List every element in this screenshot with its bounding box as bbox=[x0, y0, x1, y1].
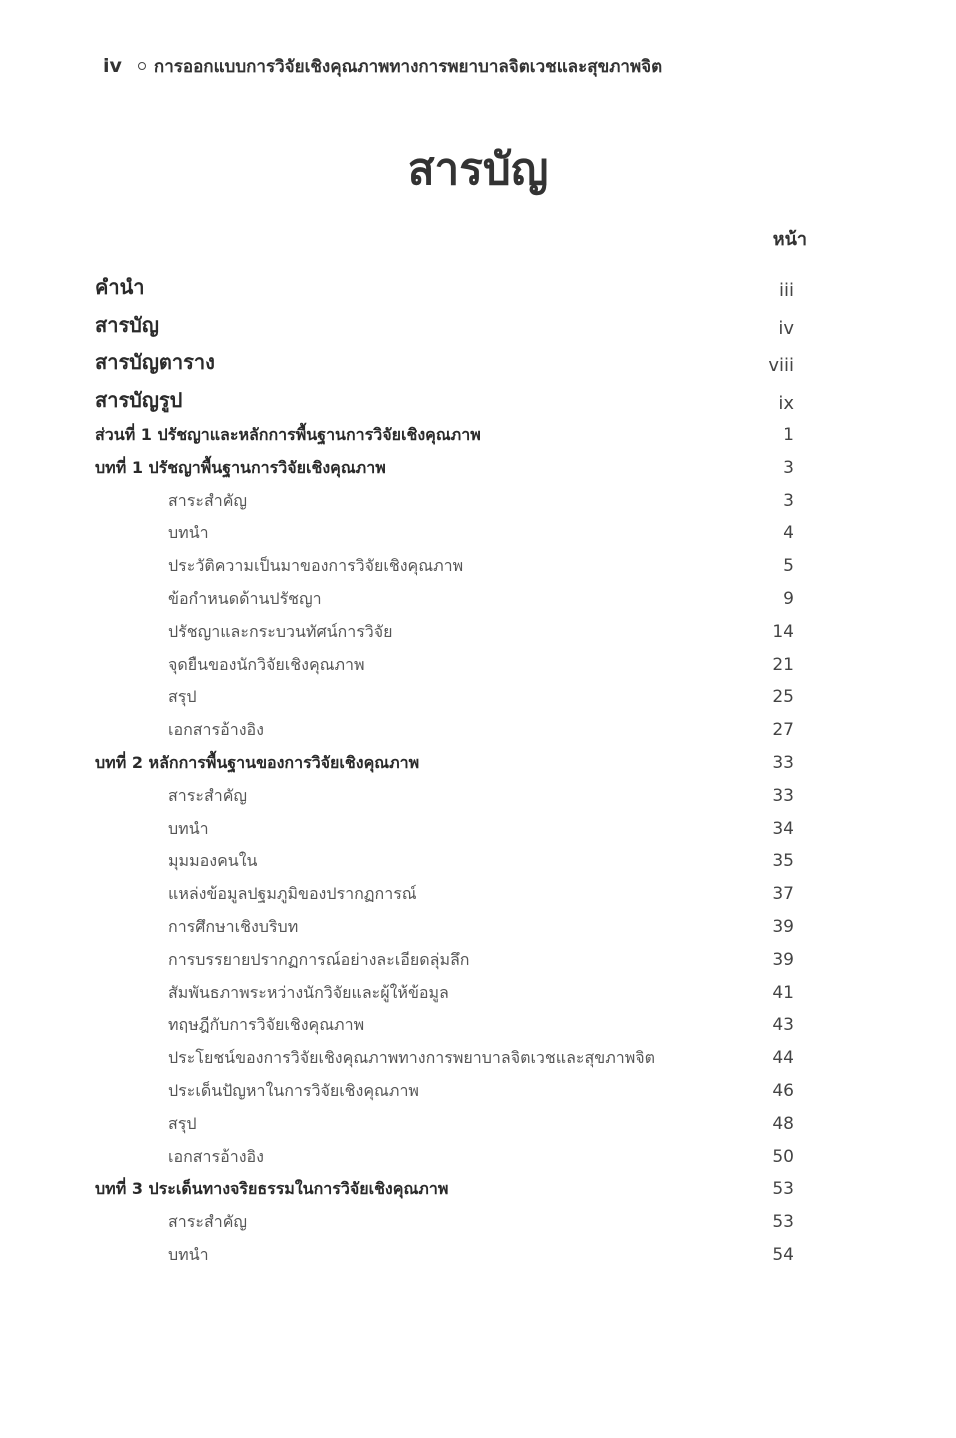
bullet-circle-icon bbox=[138, 62, 146, 70]
toc-entry-title: สาระสำคัญ bbox=[168, 1212, 248, 1232]
toc-entry bbox=[0, 518, 956, 548]
toc-entry-title: บทที่ 3 ประเด็นทางจริยธรรมในการวิจัยเชิงคุณภาพ bbox=[95, 1179, 449, 1199]
toc-entry-page: 33 bbox=[772, 753, 794, 773]
running-header bbox=[103, 52, 662, 80]
toc-entry bbox=[0, 650, 956, 680]
toc-entry-title: สารบัญรูป bbox=[95, 388, 183, 412]
toc-entry-page: 34 bbox=[772, 818, 794, 839]
toc-entry-page: 25 bbox=[772, 687, 794, 708]
toc-entry bbox=[0, 879, 956, 909]
toc-entry bbox=[0, 1076, 956, 1106]
toc-entry bbox=[0, 272, 956, 302]
toc-entry-title: การบรรยายปรากฏการณ์อย่างละเอียดลุ่มลึก bbox=[168, 949, 470, 969]
toc-entry-title: ทฤษฎีกับการวิจัยเชิงคุณภาพ bbox=[168, 1015, 365, 1035]
toc-entry-page: 5 bbox=[783, 556, 794, 577]
toc-entry-title: บทนำ bbox=[168, 1245, 209, 1264]
toc-entry-page: 4 bbox=[783, 523, 794, 544]
toc-entry-title: สาระสำคัญ bbox=[168, 785, 248, 805]
toc-entry-title: ข้อกำหนดด้านปรัชญา bbox=[168, 589, 322, 608]
toc-entry bbox=[0, 584, 956, 614]
toc-entry-title: สารบัญตาราง bbox=[95, 350, 215, 374]
toc-entry-title: สรุป bbox=[168, 687, 197, 707]
toc-entry-page: 54 bbox=[772, 1245, 794, 1265]
toc-entry-page: iv bbox=[778, 318, 794, 339]
toc-entry-title: บทนำ bbox=[168, 523, 209, 543]
page-column-label: หน้า bbox=[772, 229, 807, 250]
toc-entry-title: สัมพันธภาพระหว่างนักวิจัยและผู้ให้ข้อมูล bbox=[168, 982, 449, 1002]
toc-entry-page: 53 bbox=[772, 1212, 794, 1233]
toc-entry-title: สารบัญ bbox=[95, 313, 159, 337]
toc-entry bbox=[0, 748, 956, 778]
toc-entry-title: แหล่งข้อมูลปฐมภูมิของปรากฏการณ์ bbox=[168, 884, 417, 904]
toc-entry-title: จุดยืนของนักวิจัยเชิงคุณภาพ bbox=[168, 654, 365, 674]
toc-entry-title: ประวัติความเป็นมาของการวิจัยเชิงคุณภาพ bbox=[168, 556, 464, 576]
toc-entry-title: การศึกษาเชิงบริบท bbox=[168, 917, 299, 936]
toc-entry-title: ปรัชญาและกระบวนทัศน์การวิจัย bbox=[168, 621, 393, 641]
toc-entry-title: ส่วนที่ 1 ปรัชญาและหลักการพื้นฐานการวิจัยเชิงคุณภาพ bbox=[95, 425, 481, 444]
toc-entry bbox=[0, 420, 956, 450]
toc-entry-title: สาระสำคัญ bbox=[168, 490, 248, 510]
toc-entry bbox=[0, 310, 956, 340]
toc-entry bbox=[0, 617, 956, 647]
toc-entry-page: 50 bbox=[772, 1146, 794, 1167]
toc-entry-page: 3 bbox=[783, 457, 794, 478]
toc-entry-title: เอกสารอ้างอิง bbox=[168, 720, 264, 740]
toc-entry bbox=[0, 846, 956, 876]
toc-entry-page: 39 bbox=[772, 917, 794, 937]
toc-entry-page: 9 bbox=[783, 589, 794, 609]
toc-entry bbox=[0, 1240, 956, 1270]
toc-entry-title: บทนำ bbox=[168, 818, 209, 838]
toc-entry bbox=[0, 682, 956, 712]
toc-entry-page: 1 bbox=[783, 425, 794, 445]
toc-entry bbox=[0, 912, 956, 942]
page-title: สารบัญ bbox=[407, 144, 549, 195]
toc-entry-page: ix bbox=[778, 393, 794, 414]
toc-entry-title: เอกสารอ้างอิง bbox=[168, 1146, 264, 1166]
toc-entry-page: 48 bbox=[772, 1113, 794, 1134]
toc-entry-page: 33 bbox=[772, 785, 794, 806]
toc-entry bbox=[0, 781, 956, 811]
toc-entry-page: 43 bbox=[772, 1015, 794, 1036]
toc-entry bbox=[0, 715, 956, 745]
toc-entry bbox=[0, 453, 956, 483]
toc-entry-page: 53 bbox=[772, 1179, 794, 1200]
toc-entry bbox=[0, 347, 956, 377]
toc-entry-title: บทที่ 1 ปรัชญาพื้นฐานการวิจัยเชิงคุณภาพ bbox=[95, 457, 386, 477]
toc-entry bbox=[0, 486, 956, 516]
toc-entry-page: 21 bbox=[772, 654, 794, 675]
toc-entry bbox=[0, 1043, 956, 1073]
page-number: iv bbox=[103, 55, 122, 77]
toc-entry bbox=[0, 978, 956, 1008]
toc-entry-page: 41 bbox=[772, 982, 794, 1003]
toc-entry-title: บทที่ 2 หลักการพื้นฐานของการวิจัยเชิงคุณภาพ bbox=[95, 753, 420, 772]
toc-entry bbox=[0, 1109, 956, 1139]
toc-entry-page: 37 bbox=[772, 884, 794, 905]
toc-entry bbox=[0, 551, 956, 581]
toc-entry bbox=[0, 1207, 956, 1237]
toc-entry-page: 14 bbox=[772, 621, 794, 642]
toc-entry bbox=[0, 814, 956, 844]
toc-entry-page: 27 bbox=[772, 720, 794, 741]
toc-entry-page: 3 bbox=[783, 490, 794, 511]
toc-entry-page: 39 bbox=[772, 949, 794, 970]
toc-entry-title: คำนำ bbox=[95, 275, 145, 299]
book-title: การออกแบบการวิจัยเชิงคุณภาพทางการพยาบาลจิตเวชและสุขภาพจิต bbox=[153, 56, 663, 77]
toc-entry-page: 46 bbox=[772, 1081, 794, 1101]
toc-entry-title: ประโยชน์ของการวิจัยเชิงคุณภาพทางการพยาบาลจิตเวชและสุขภาพจิต bbox=[168, 1048, 656, 1068]
toc-entry-title: มุมมองคนใน bbox=[168, 851, 258, 871]
toc-entry-title: ประเด็นปัญหาในการวิจัยเชิงคุณภาพ bbox=[168, 1081, 419, 1100]
toc-entry-page: 35 bbox=[772, 851, 794, 872]
toc-entry-page: 44 bbox=[772, 1048, 794, 1069]
toc-entry bbox=[0, 945, 956, 975]
toc-entry-page: iii bbox=[778, 280, 794, 301]
toc-entry bbox=[0, 1142, 956, 1172]
toc-entry bbox=[0, 1010, 956, 1040]
toc-entry bbox=[0, 385, 956, 415]
toc-entry-page: viii bbox=[768, 355, 794, 376]
toc-entry-title: สรุป bbox=[168, 1113, 197, 1133]
toc-entry bbox=[0, 1174, 956, 1204]
